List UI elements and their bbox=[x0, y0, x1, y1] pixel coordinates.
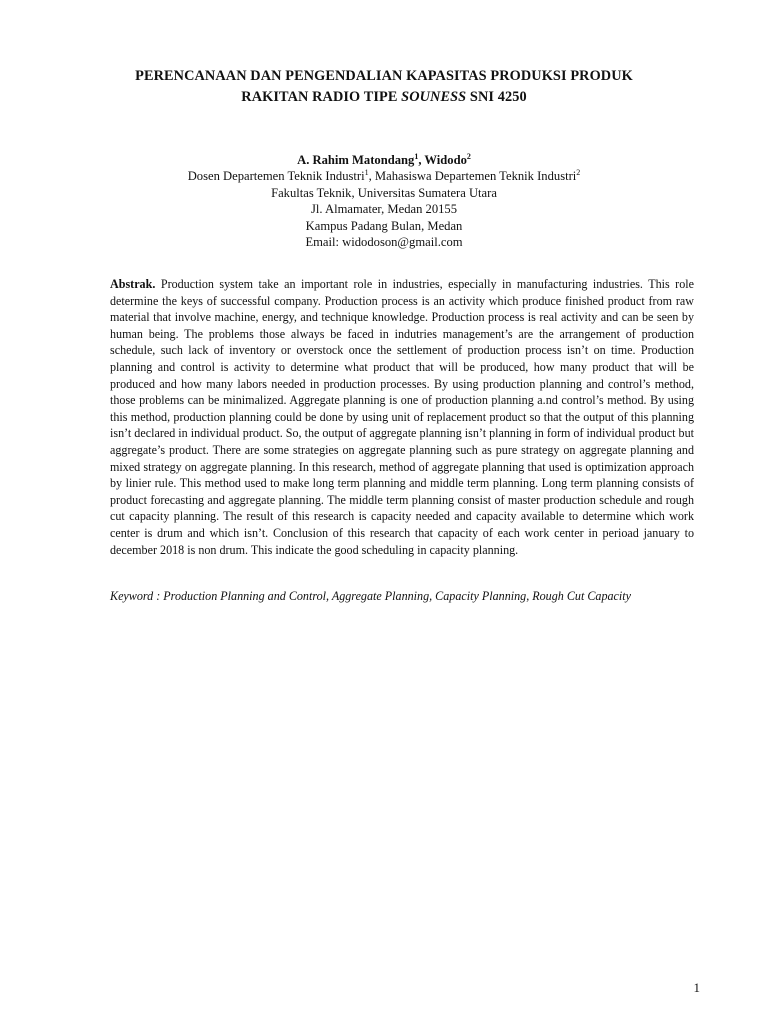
title-line-2-suffix: SNI 4250 bbox=[466, 89, 527, 105]
abstract bbox=[110, 276, 694, 558]
paper-title bbox=[60, 66, 708, 108]
affiliation-line-4: Kampus Padang Bulan, Medan bbox=[305, 218, 463, 233]
affiliation-line-2: Fakultas Teknik, Universitas Sumatera Utara bbox=[271, 185, 497, 200]
page-number: 1 bbox=[693, 980, 700, 995]
author-1: A. Rahim Matondang bbox=[297, 153, 415, 167]
author-2: Widodo bbox=[424, 153, 467, 167]
affiliation-sup-2: 2 bbox=[576, 168, 581, 178]
affiliation-part-1: Dosen Departemen Teknik Industri bbox=[187, 169, 365, 184]
affiliation-sup-1: 1 bbox=[364, 168, 369, 178]
author-names bbox=[60, 152, 708, 168]
title-line-2-prefix: RAKITAN RADIO TIPE bbox=[241, 89, 402, 105]
author-1-sup: 1 bbox=[414, 152, 419, 161]
title-line-2-italic: SOUNESS bbox=[401, 89, 467, 105]
affiliation-line-1 bbox=[60, 168, 708, 184]
affiliation-line-3: Jl. Almamater, Medan 20155 bbox=[310, 202, 458, 217]
affiliation-part-2: , Mahasiswa Departemen Teknik Industri bbox=[368, 169, 577, 184]
abstract-label: Abstrak. bbox=[110, 277, 156, 291]
author-email: Email: widodoson@gmail.com bbox=[305, 235, 463, 250]
author-block bbox=[60, 152, 708, 250]
keywords: Keyword : Production Planning and Control, Aggregate Planning, Capacity Planning, Rough Cut Capacity bbox=[110, 589, 631, 603]
abstract-text: Production system take an important role in industries, especially in manufacturing industries. This role determine the keys of successful company. Production process is an activity which produce finished product from raw material that involve machine, energy, and technique knowledge. Production process is real activity and can be seen by human being. The problems those always be faced in indutries management’s are the arrangement of production schedule, such lack of inventory or overstock once the settlement of production process isn’t on time. Production planning and control is activity to determine what product that will be produced, how many product that will be produced and how many labors needed in production processes. By using production planning and control’s method, those problems can be minimalized. Aggregate planning is one of production planning a.nd control’s method. By using this method, production planning could be done by using unit of replacement product so that the output of this planning isn’t declared in individual product. So, the output of aggregate planning isn’t planning in form of individual product but aggregate’s product. There are some strategies on aggregate planning such as pure strategy on aggregate planning and mixed strategy on aggregate planning. In this research, method of aggregate planning that used is optimization approach by linier rule. This method used to make long term planning and middle term planning. Long term planning consists of product forecasting and aggregate planning. The middle term planning consist of master production schedule and rough cut capacity planning. The result of this research is capacity needed and capacity available to determine which work center is drum and which isn’t. Conclusion of this research that capacity of each work center in perioad january to december 2018 is non drum. This indicate the good scheduling in capacity planning. bbox=[110, 277, 694, 557]
title-line-1: PERENCANAAN DAN PENGENDALIAN KAPASITAS PRODUKSI PRODUK bbox=[135, 68, 633, 84]
author-separator: , bbox=[418, 153, 425, 167]
author-2-sup: 2 bbox=[466, 152, 471, 161]
title-line-2 bbox=[60, 87, 708, 108]
